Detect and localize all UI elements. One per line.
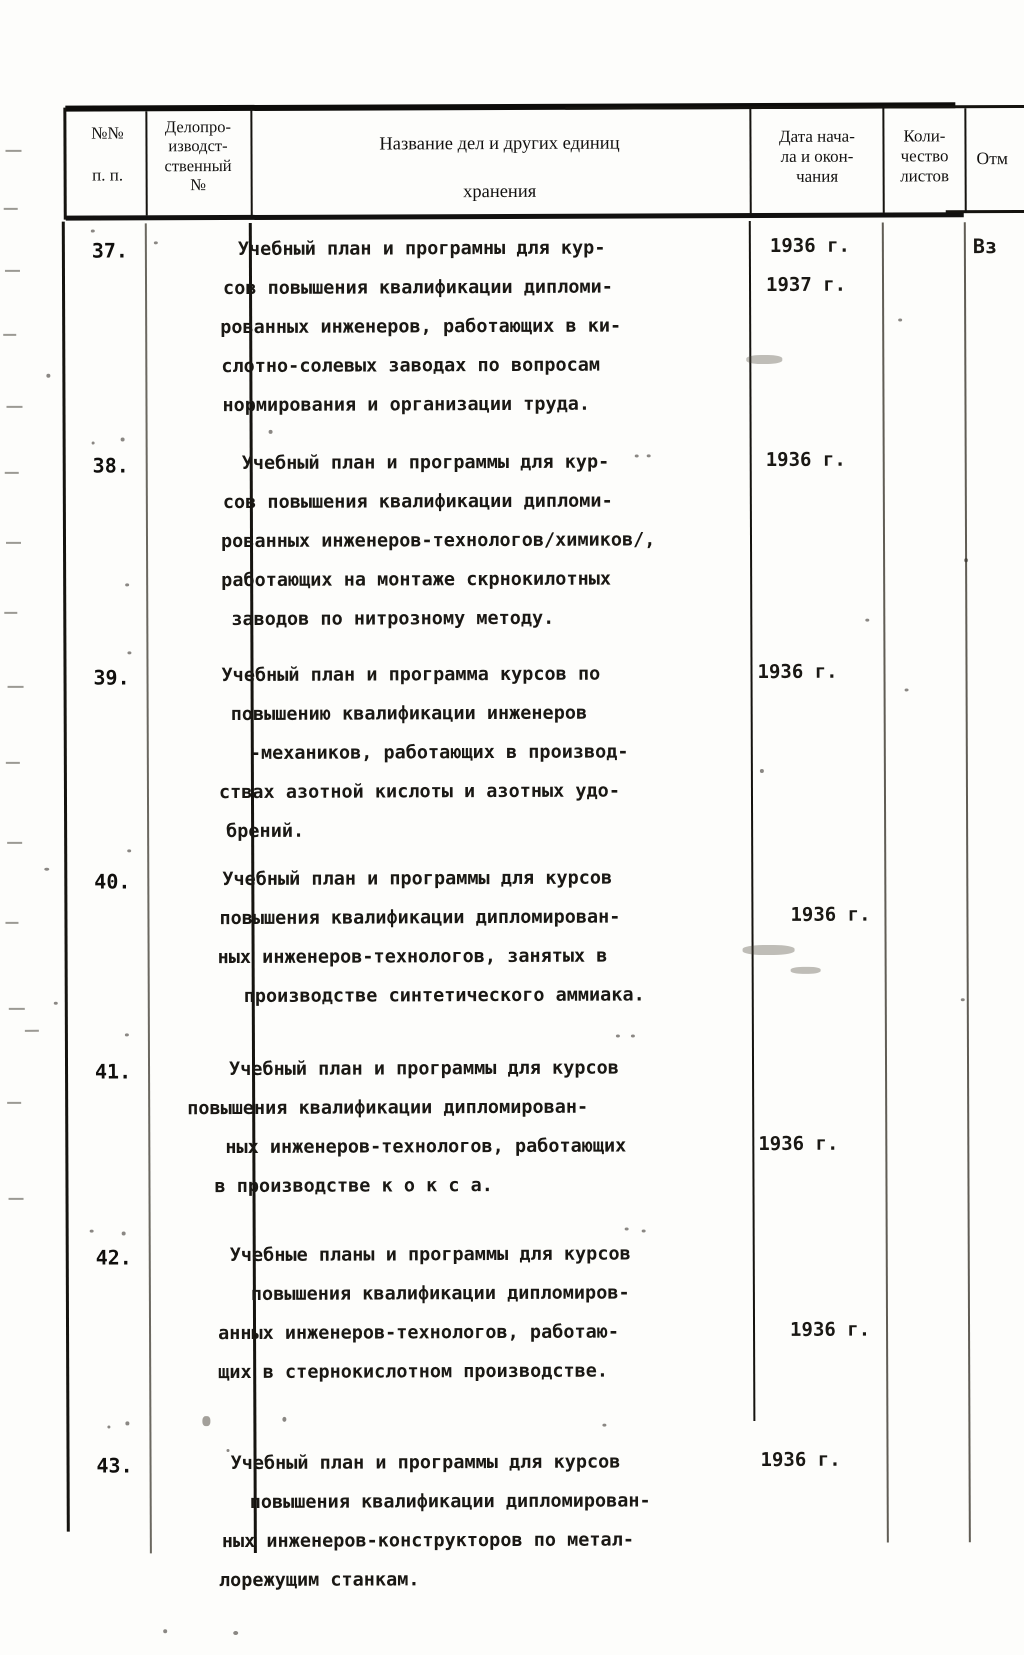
row-description-line: Учебный план и программы для курсов — [228, 1057, 619, 1081]
scan-speck — [865, 619, 869, 622]
scan-artifact — [4, 208, 18, 210]
row-date-start: 1936 г. — [790, 903, 871, 926]
header-record-number-line1: Делопро- — [164, 117, 231, 137]
header-record-number-line4: № — [190, 175, 207, 195]
header-dates-line3: чания — [796, 166, 839, 186]
scan-speck — [122, 1231, 126, 1235]
scan-speck — [647, 454, 651, 457]
row-notes: Вз — [972, 234, 998, 259]
row-date-start: 1936 г. — [765, 448, 846, 471]
row-description-line: повышения квалификации дипломирован- — [187, 1096, 589, 1120]
table-row — [70, 238, 150, 262]
header-record-number — [147, 117, 248, 195]
header-record-number-line3: ственный — [164, 155, 232, 176]
scan-speck — [127, 651, 131, 654]
header-bottom-rule-right — [946, 210, 1024, 213]
header-number — [69, 123, 145, 185]
scan-artifact — [7, 842, 22, 844]
scan-speck — [625, 1228, 629, 1231]
scan-speck — [905, 688, 909, 691]
row-description-line: щих в стернокислотном производстве. — [218, 1360, 609, 1384]
scan-speck — [163, 1629, 167, 1633]
scan-smudge — [791, 967, 821, 974]
scan-speck — [46, 374, 50, 378]
table-row — [72, 869, 152, 893]
scan-artifact — [6, 542, 21, 544]
row-date-start: 1936 г. — [789, 1318, 871, 1341]
scan-speck — [233, 1631, 238, 1635]
row-description-line: анных инженеров-технологов, работаю- — [218, 1321, 620, 1345]
row-description-line: ных инженеров-конструкторов по метал- — [221, 1529, 634, 1553]
scan-speck — [44, 868, 49, 871]
row-description-line: ных инженеров-технологов, работающих — [225, 1135, 627, 1159]
row-description-line: заводов по нитрозному методу. — [231, 607, 555, 631]
row-description-line: рованных инженеров-технологов/химиков/, — [220, 529, 656, 553]
scan-speck — [964, 558, 968, 562]
scan-speck — [92, 442, 95, 445]
row-description-line: слотно-солевых заводах по вопросам — [221, 354, 601, 378]
scan-speck — [282, 1417, 286, 1422]
scan-artifact — [8, 686, 24, 688]
header-dates — [753, 127, 880, 188]
header-title-line1: Название дел и других единиц — [379, 133, 620, 155]
header-title — [252, 133, 746, 205]
rule-left-outer — [63, 108, 66, 220]
row-description-line: ствах азотной кислоты и азотных удо- — [218, 780, 620, 804]
scan-artifact — [5, 270, 20, 272]
row-description-line: Учебные планы и программы для курсов — [229, 1243, 631, 1267]
scan-speck — [226, 1449, 229, 1452]
header-bottom-rule — [66, 212, 964, 220]
row-description-line: рованных инженеров, работающих в ки- — [220, 315, 622, 339]
row-number: 43. — [96, 1453, 133, 1478]
scan-speck — [121, 437, 125, 441]
row-date-start: 1936 г. — [758, 1132, 839, 1156]
row-description-line: Учебный план и программа курсов по — [221, 663, 601, 687]
scan-speck — [91, 230, 95, 233]
rule-col3-col4-body — [749, 221, 756, 1421]
header-number-line1: №№ — [91, 123, 124, 143]
row-date-end: 1937 г. — [765, 273, 847, 296]
row-number: 39. — [93, 665, 130, 690]
scan-artifact — [5, 922, 18, 924]
scan-speck — [760, 769, 764, 773]
table-row — [75, 1453, 155, 1477]
scan-artifact — [9, 1008, 25, 1010]
row-number: 38. — [92, 453, 129, 478]
scan-speck — [125, 583, 129, 586]
row-description-line: повышения квалификации дипломирован- — [219, 906, 621, 930]
row-number: 37. — [91, 238, 128, 263]
header-dates-line1: Дата нача- — [778, 126, 855, 146]
scan-speck — [127, 849, 131, 852]
scan-artifact — [3, 334, 16, 336]
rule-col5-col6-body — [964, 222, 971, 1542]
row-number: 42. — [95, 1245, 132, 1270]
rule-col3-col4 — [749, 107, 751, 215]
scan-speck — [642, 1229, 646, 1232]
scan-speck — [602, 1424, 606, 1427]
header-notes — [967, 148, 1024, 169]
scan-speck — [635, 454, 639, 457]
header-notes-line1: Отм — [976, 148, 1008, 169]
header-sheets — [886, 126, 962, 186]
rule-col4-col5-body — [882, 223, 889, 1543]
row-description-line: Учебный план и программы для курсов — [230, 1451, 621, 1475]
row-description-line: повышению квалификации инженеров — [230, 702, 588, 726]
header-record-number-line2: изводст- — [168, 136, 228, 156]
scan-smudge — [746, 355, 782, 364]
scan-artifact — [6, 406, 22, 408]
row-number: 41. — [94, 1059, 132, 1084]
table-row — [73, 1059, 153, 1083]
row-date-start: 1936 г. — [769, 234, 850, 257]
row-description-line: сов повышения квалификации дипломи- — [222, 490, 613, 514]
scan-speck — [898, 318, 902, 321]
row-description-line: лорежущим станкам. — [218, 1569, 420, 1592]
row-description-line: ных инженеров-технологов, занятых в — [217, 945, 608, 969]
row-description-line: брений. — [226, 820, 305, 843]
table-row — [71, 665, 151, 689]
header-sheets-line3: листов — [900, 166, 950, 186]
scan-artifact — [25, 1030, 39, 1032]
table-row — [74, 1245, 154, 1269]
row-description-line: -механиков, работающих в производ- — [249, 741, 629, 764]
row-date-start: 1936 г. — [757, 660, 838, 684]
scan-speck — [269, 430, 273, 434]
row-description-line: Учебный план и программы для курсов — [222, 867, 613, 891]
scan-speck — [54, 1002, 58, 1005]
rule-left-outer-body — [62, 222, 70, 1532]
scan-artifact — [5, 472, 19, 474]
scan-artifact — [7, 1102, 21, 1104]
rule-col4-col5 — [882, 109, 884, 213]
scan-speck — [631, 1034, 635, 1037]
row-description-line: нормирования и организации труда. — [222, 393, 591, 417]
row-description-line: производстве синтетического аммиака. — [243, 984, 645, 1007]
row-number: 40. — [94, 869, 131, 894]
header-dates-line2: ла и окон- — [780, 146, 854, 166]
row-description-line: Учебный план и програмны для кур- — [237, 237, 606, 261]
scan-artifact — [6, 762, 20, 764]
scan-speck — [154, 241, 158, 244]
scan-smudge — [202, 1416, 210, 1426]
row-description-line: повышения квалификации дипломиров- — [250, 1282, 630, 1305]
scan-speck — [107, 1426, 110, 1429]
header-number-line2: п. п. — [92, 165, 124, 185]
header-title-line2: хранения — [463, 181, 537, 202]
row-description-line: Учебный план и программы для кур- — [241, 451, 610, 474]
row-date-start: 1936 г. — [760, 1448, 841, 1472]
row-description-line: повышения квалификации дипломирован- — [249, 1490, 651, 1513]
scan-speck — [961, 998, 965, 1001]
row-description-line: в производстве к о к с а. — [214, 1175, 493, 1198]
table-row — [71, 453, 151, 477]
scan-speck — [125, 1421, 129, 1425]
scan-speck — [90, 1230, 94, 1233]
header-sheets-line2: чество — [900, 146, 949, 166]
scan-artifact — [9, 1198, 24, 1200]
scan-artifact — [6, 150, 22, 152]
scan-speck — [125, 1033, 129, 1036]
table-top-rule-right — [565, 105, 1024, 110]
row-description-line: сов повышения квалификации дипломи- — [222, 276, 613, 300]
header-sheets-line1: Коли- — [903, 126, 946, 146]
scan-speck — [616, 1035, 620, 1038]
scan-artifact — [4, 612, 17, 614]
scan-smudge — [743, 945, 795, 955]
row-description-line: работающих на монтаже скрнокилотных — [221, 568, 612, 592]
